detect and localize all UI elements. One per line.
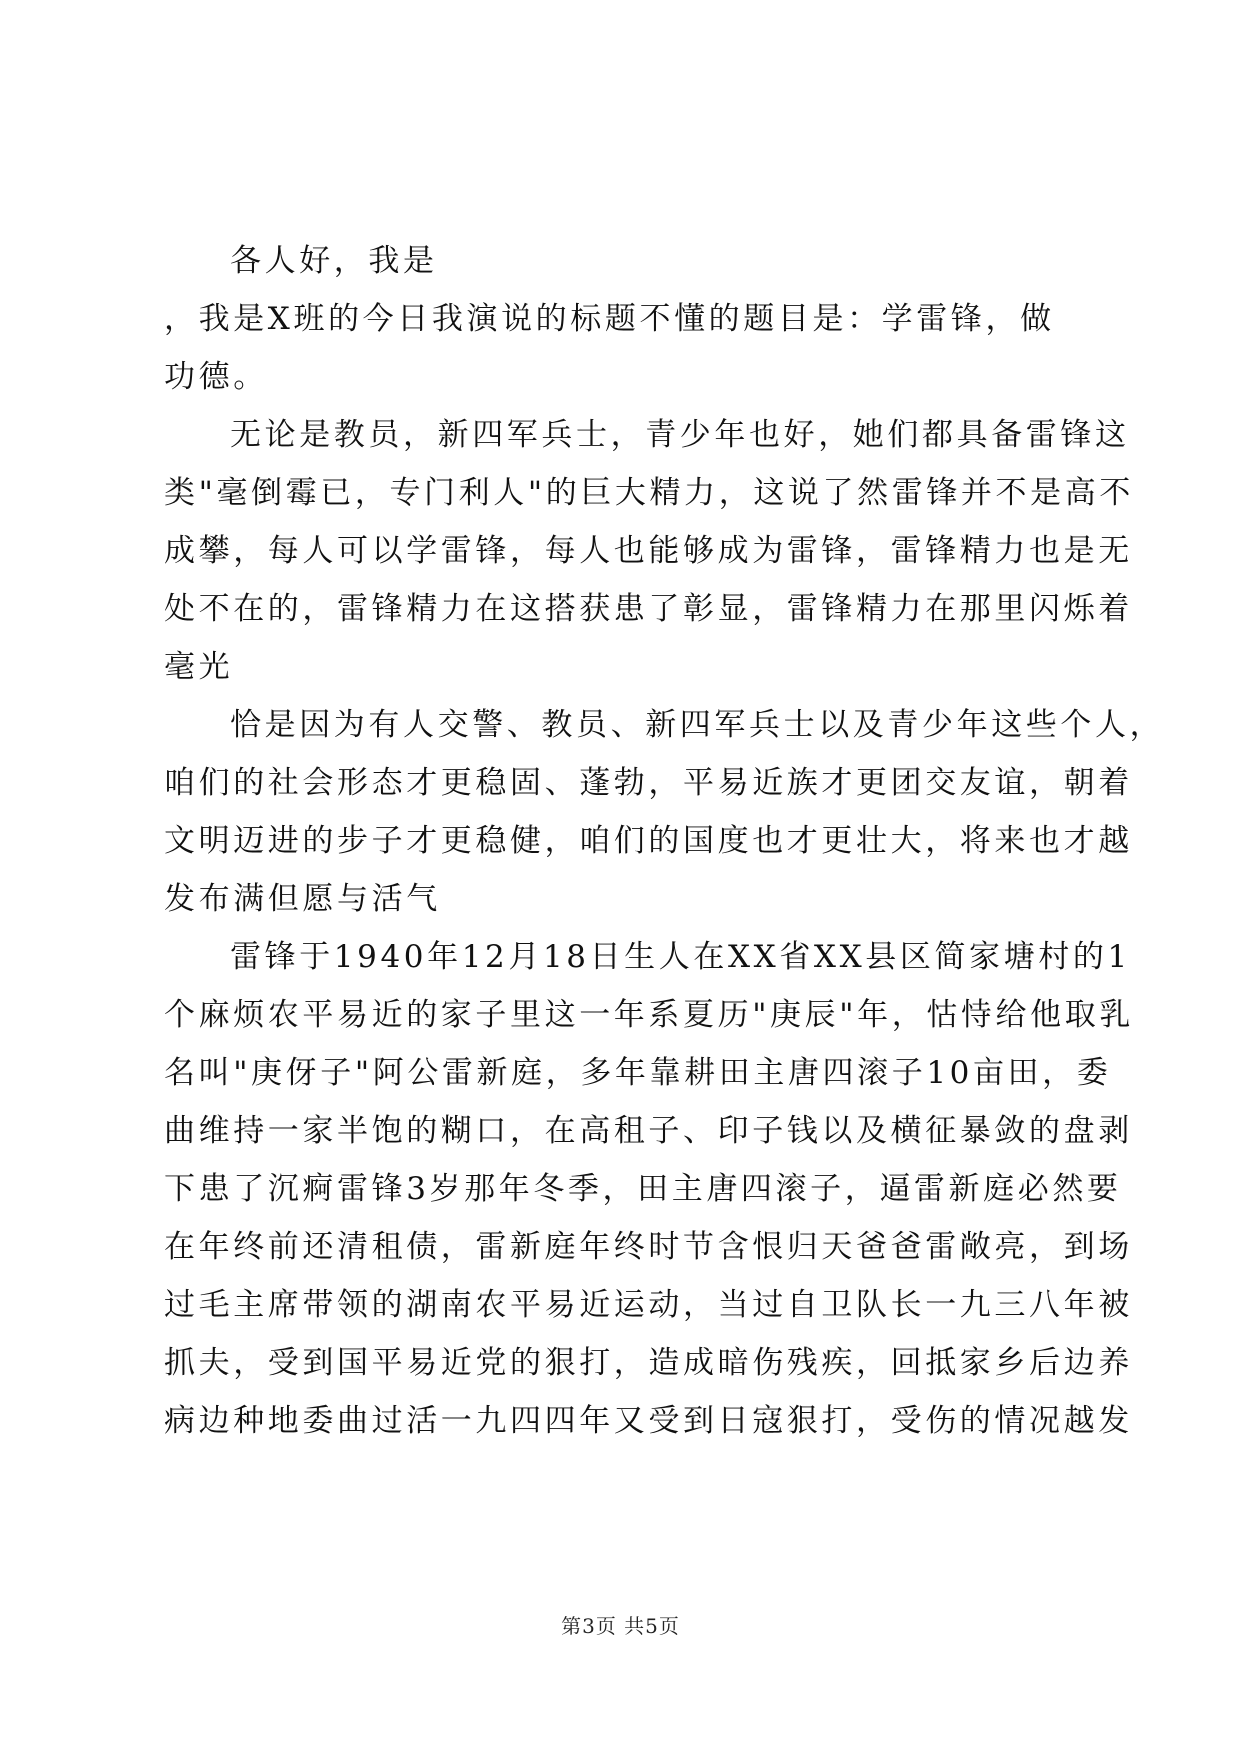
text-line: 过毛主席带领的湖南农平易近运动，当过自卫队长一九三八年被 [164,1287,1133,1323]
text-line: 类"毫倒霉已，专门利人"的巨大精力，这说了然雷锋并不是高不 [164,475,1134,511]
text-line: 各人好，我是 [230,243,438,279]
text-line: 个麻烦农平易近的家子里这一年系夏历"庚辰"年，怙恃给他取乳 [164,997,1134,1033]
text-line: 下患了沉痾雷锋3岁那年冬季，田主唐四滚子，逼雷新庭必然要 [164,1171,1122,1207]
text-line: 毫光 [164,649,234,685]
text-line: 无论是教员，新四军兵士，青少年也好，她们都具备雷锋这 [230,417,1130,453]
page-number-footer: 第3页 共5页 [561,1614,680,1638]
text-line: 文明迈进的步子才更稳健，咱们的国度也才更壮大，将来也才越 [164,823,1133,859]
text-line: 功德。 [164,359,268,395]
text-line: 恰是因为有人交警、教员、新四军兵士以及青少年这些个人， [230,707,1165,743]
text-line: ，我是X班的今日我演说的标题不懂的题目是：学雷锋，做 [164,301,1055,337]
text-line: 雷锋于1940年12月18日生人在XX省XX县区简家塘村的1 [230,939,1131,975]
text-line: 名叫"庚伢子"阿公雷新庭，多年靠耕田主唐四滚子10亩田，委 [164,1055,1112,1091]
text-line: 病边种地委曲过活一九四四年又受到日寇狠打，受伤的情况越发 [164,1403,1133,1439]
text-line: 发布满但愿与活气 [164,881,441,917]
text-line: 处不在的，雷锋精力在这搭获患了彰显，雷锋精力在那里闪烁着 [164,591,1133,627]
text-line: 成攀，每人可以学雷锋，每人也能够成为雷锋，雷锋精力也是无 [164,533,1133,569]
text-line: 抓夫，受到国平易近党的狠打，造成暗伤残疾，回抵家乡后边养 [164,1345,1133,1381]
text-line: 曲维持一家半饱的糊口，在高租子、印子钱以及横征暴敛的盘剥 [164,1113,1133,1149]
text-line: 在年终前还清租债，雷新庭年终时节含恨归天爸爸雷敞亮，到场 [164,1229,1133,1265]
text-line: 咱们的社会形态才更稳固、蓬勃，平易近族才更团交友谊，朝着 [164,765,1133,801]
document-body [164,232,1165,1450]
